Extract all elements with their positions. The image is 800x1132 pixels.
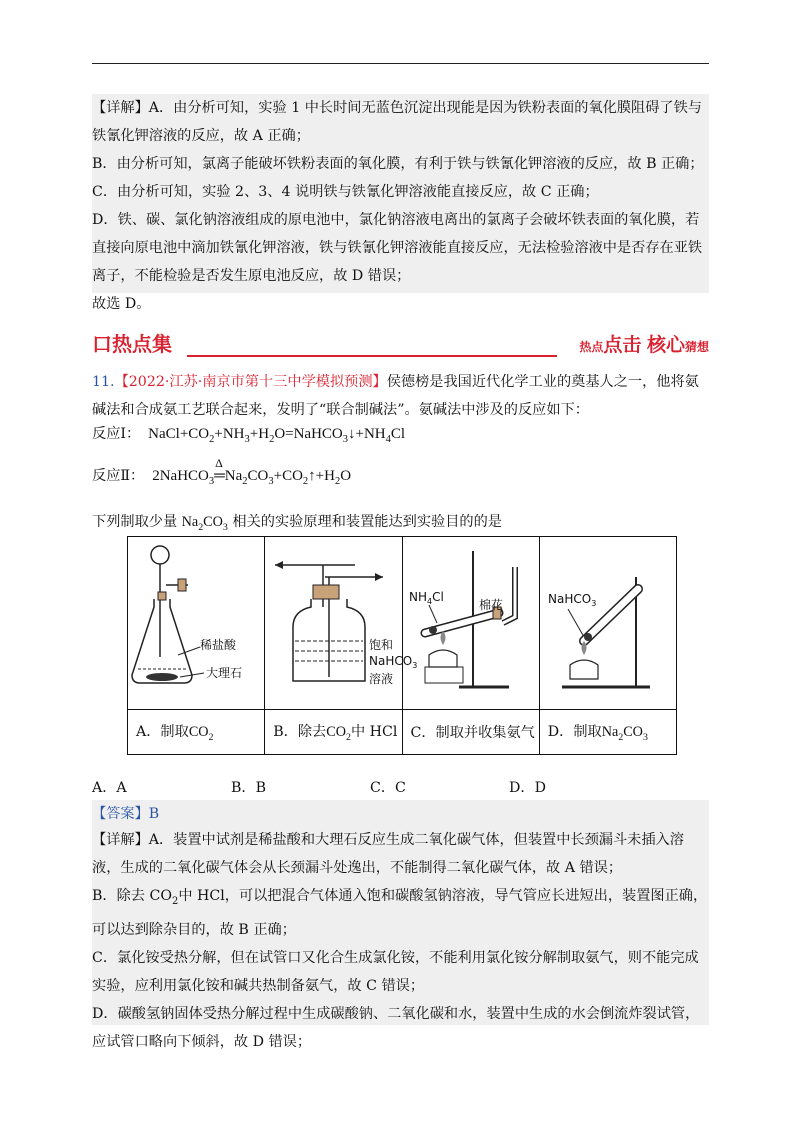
question-number: 11.	[92, 374, 115, 390]
lamp-block	[425, 667, 463, 683]
marble-chips	[146, 673, 178, 681]
prompt-part-2: 相关的实验原理和装置能达到实验目的的是	[232, 514, 502, 530]
question-stem	[92, 368, 709, 424]
clip-a	[178, 579, 186, 591]
reaction-2-label: 反应Ⅱ：	[92, 468, 145, 484]
pointer-d	[568, 609, 584, 637]
label-nahco3-d: NaHCO$_3$	[547, 592, 597, 608]
label-cotton: 棉花	[478, 598, 503, 612]
analysis-2-line-b-2: 中 HCl，可以把混合气体通入饱和碳酸氢钠溶液，导气管应长进短出，装置图正确，可以达到除杂目的，故 B 正确；	[92, 888, 708, 938]
stopper-a	[158, 592, 166, 600]
label-saturated: 饱和	[369, 638, 394, 652]
section-underline	[187, 355, 557, 357]
header-rule	[92, 63, 709, 64]
option-a[interactable]: A．A	[92, 780, 127, 796]
conical-flask	[132, 599, 192, 683]
section-header	[92, 328, 709, 358]
figure-b-wash-bottle	[265, 537, 417, 705]
analysis-1-line-d: D．铁、碳、氯化钠溶液组成的原电池中，氯化钠溶液电离出的氯离子会破坏铁表面的氧化膜，若直接向原电池中滴加铁氰化钾溶液，铁与铁氰化钾溶液能直接反应，无法检验溶液中是否存在亚铁离子，不能检验是否发生原电池反应，故 D 错误；	[92, 212, 703, 284]
arrow-out-head	[275, 561, 283, 569]
analysis-2-line-b: B．除去 $CO_2$中 HCl，可以把混合气体通入饱和碳酸氢钠溶液，导气管应长进短出，装置图正确，可以达到除杂目的，故 B 正确；	[92, 888, 708, 938]
figure-a-co2-generator	[128, 537, 262, 705]
question-prompt: 下列制取少量 $Na_2CO_3$ 相关的实验原理和装置能达到实验目的的是	[92, 514, 502, 533]
pointer-nh4cl	[429, 605, 437, 623]
slogan-part-4: 猜想	[684, 340, 709, 354]
slogan-part-1: 热点	[579, 340, 604, 354]
analysis-1-line-b: B．由分析可知，氯离子能破坏铁粉表面的氧化膜，有利于铁与铁氰化钾溶液的反应，故 B 正确；	[92, 156, 704, 172]
label-acid: 稀盐酸	[200, 638, 237, 652]
pointer-acid	[178, 647, 200, 655]
label-marble: 大理石	[206, 666, 243, 680]
caption-b: B．除去$CO_2$中 HCl	[265, 710, 402, 755]
caption-d: D．制取$Na_2CO_3$	[539, 710, 676, 755]
reaction-1	[92, 423, 405, 445]
figure-a-cell	[128, 537, 265, 710]
question-source: 【2022·江苏·南京市第十三中学模拟预测】	[114, 374, 387, 390]
reaction-2-equation: 2NaHCO$_3$ Δ $═Na_2CO_3+CO_2↑+H_2O$	[152, 456, 352, 487]
arrow-in-head	[375, 573, 383, 581]
analysis-1	[92, 94, 713, 318]
caption-c: C．制取并收集氨气	[402, 710, 539, 755]
analysis-2-line-b-1: B．除去 CO	[92, 888, 172, 904]
question-text: 侯德榜是我国近代化学工业的奠基人之一，他将氨碱法和合成氨工艺联合起来，发明了“联合制碱法”。氨碱法中涉及的反应如下：	[92, 374, 699, 418]
prompt-part-1: 下列制取少量	[92, 514, 178, 530]
analysis-1-line-a: 【详解】A．由分析可知，实验 1 中长时间无蓝色沉淀出现能是因为铁粉表面的氧化膜阻碍了铁与铁氰化钾溶液的反应，故 A 正确；	[92, 100, 702, 144]
collection-tube	[503, 567, 515, 623]
option-b[interactable]: B．B	[231, 780, 267, 796]
funnel-bulb	[151, 546, 169, 564]
caption-d-text: D．制取	[547, 724, 602, 741]
slogan-part-2: 点击	[603, 334, 642, 356]
analysis-1-conclusion: 故选 D。	[92, 296, 151, 312]
analysis-2-line-a: 【详解】A．装置中试剂是稀盐酸和大理石反应生成二氧化碳气体，但装置中长颈漏斗未插入溶液，生成的二氧化碳气体会从长颈漏斗处逸出，不能制得二氧化碳气体，故 A 错误；	[92, 832, 684, 876]
alcohol-lamp-c	[429, 650, 457, 667]
section-slogan	[579, 330, 709, 357]
figure-c-ammonia-setup	[403, 537, 543, 705]
analysis-1-line-c: C．由分析可知，实验 2、3、4 说明铁与铁氰化钾溶液能直接反应，故 C 正确；	[92, 184, 599, 200]
reaction-1-equation: $NaCl+CO_2+NH_3+H_2O=NaHCO_3↓+NH_4Cl$	[148, 426, 406, 445]
stopper-b	[313, 585, 339, 599]
option-c[interactable]: C．C	[370, 780, 406, 796]
figure-b-cell	[265, 537, 418, 710]
alcohol-lamp-d	[570, 660, 598, 679]
solid-nahco3	[584, 633, 592, 641]
figure-d-cell	[539, 537, 676, 710]
option-d[interactable]: D．D	[509, 780, 546, 796]
label-nh4cl: $NH_4Cl$	[408, 590, 444, 606]
caption-b-text: B．除去	[273, 724, 327, 741]
heat-symbol: Δ	[215, 456, 223, 470]
section-title: 口热点集	[92, 332, 172, 356]
figure-c-cell	[402, 537, 539, 710]
slogan-part-3: 核心	[646, 334, 685, 356]
apparatus-table	[127, 536, 677, 755]
analysis-2-line-c: C．氯化铵受热分解，但在试管口又化合生成氯化铵，不能利用氯化铵分解制取氨气，则不能完成实验，应利用氯化铵和碱共热制备氨气，故 C 错误；	[92, 949, 699, 994]
caption-a-text: A．制取	[136, 724, 189, 741]
answer-key: 【答案】B	[92, 806, 160, 822]
solid-nh4cl	[429, 626, 437, 634]
analysis-2-line-d: D．碳酸氢钠固体受热分解过程中生成碳酸钠、二氧化碳和水，装置中生成的水会倒流炸裂试管，应试管口略向下倾斜，故 D 错误；	[92, 1005, 700, 1050]
label-solution: 溶液	[369, 672, 394, 686]
label-nahco3: NaHCO$_3$	[369, 654, 418, 670]
analysis-2	[92, 826, 709, 1056]
figure-d-heating-setup	[540, 537, 662, 705]
test-tube-d-inner	[584, 589, 638, 641]
reaction-1-label: 反应Ⅰ：	[92, 426, 141, 442]
caption-b-text-2: 中 HCl	[350, 724, 398, 741]
reaction-2	[92, 456, 352, 487]
caption-a: A．制取$CO_2$	[128, 710, 265, 755]
